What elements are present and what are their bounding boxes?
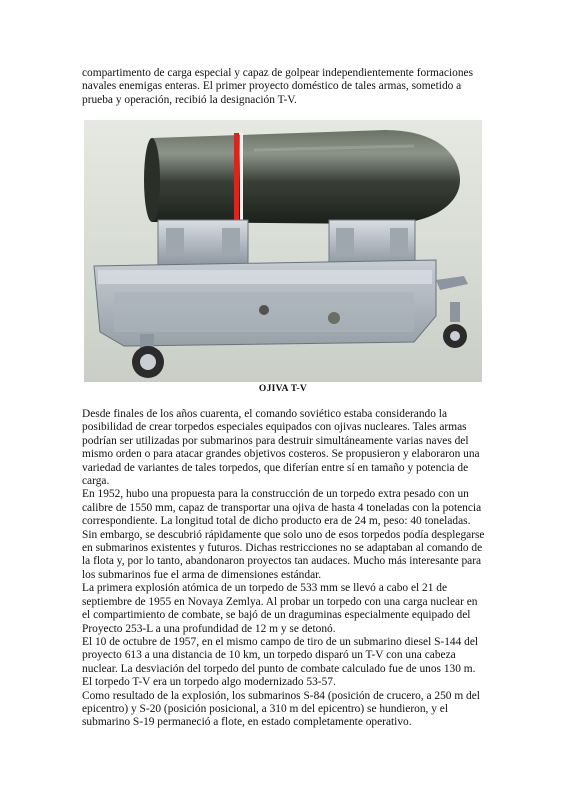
text-line: proyecto 613 a una distancia de 10 km, un torpedo disparó un T-V con una cabeza	[82, 649, 456, 662]
text-line: Sin embargo, se descubrió rápidamente que solo uno de esos torpedos podía desplegarse	[82, 528, 485, 541]
text-line: Proyecto 253-L a una profundidad de 12 m y se detonó.	[82, 622, 336, 635]
text-line: posibilidad de crear torpedos especiales equipados con ojivas nucleares. Tales armas	[82, 421, 467, 434]
text-line: prueba y operación, recibió la designación T-V.	[82, 93, 297, 106]
text-line: mismo orden o para atacar grandes objetivos costeros. Se propusieron y elaboraron una	[82, 448, 480, 461]
text-line: navales enemigas enteras. El primer proyecto doméstico de tales armas, sometido a	[82, 80, 462, 93]
text-line: correspondiente. La longitud total de dicho producto era de 24 m, peso: 40 toneladas.	[82, 515, 471, 528]
text-line: septiembre de 1955 en Novaya Zemlya. Al probar un torpedo con una carga nuclear en	[82, 595, 478, 608]
text-line: La primera explosión atómica de un torpedo de 533 mm se llevó a cabo el 21 de	[82, 582, 448, 595]
text-line: submarino S-19 permaneció a flote, en estado completamente operativo.	[82, 716, 412, 729]
text-line: El 10 de octubre de 1957, en el mismo campo de tiro de un submarino diesel S-144 del	[82, 635, 479, 648]
figure-caption: OJIVA T-V	[258, 384, 308, 394]
text-line: nuclear. La desviación del torpedo del punto de combate calculado fue de unos 130 m.	[82, 662, 476, 675]
text-line: variedad de variantes de tales torpedos, que diferían entre sí en tamaño y potencia de	[82, 461, 469, 474]
text-line: En 1952, hubo una propuesta para la construcción de un torpedo extra pesado con un	[82, 488, 469, 501]
text-line: calibre de 1550 mm, capaz de transportar una ojiva de hasta 4 toneladas con la potencia	[82, 501, 482, 514]
intro-paragraph	[82, 67, 484, 107]
text-line: compartimento de carga especial y capaz de golpear independientemente formaciones	[82, 67, 474, 79]
text-line: epicentro) y S-20 (posición posicional, a 310 m del epicentro) se hundieron, y el	[82, 702, 448, 715]
text-line: los submarinos fue el arma de dimensiones estándar.	[82, 568, 322, 581]
text-line: en submarinos existentes y futuros. Dichas restricciones no se adaptaban al comando de	[82, 542, 483, 555]
text-line: carga.	[82, 475, 110, 488]
text-line: el compartimiento de combate, se bajó de un draguminas especialmente equipado del	[82, 609, 471, 622]
body-paragraphs	[82, 408, 484, 730]
text-line: podrían ser utilizadas por submarinos para destruir simultáneamente varias naves del	[82, 434, 469, 447]
text-line: El torpedo T-V era un torpedo algo modernizado 53-57.	[82, 676, 336, 689]
text-line: Como resultado de la explosión, los submarinos S-84 (posición de crucero, a 250 m del	[82, 689, 480, 702]
warhead-photo	[84, 120, 482, 382]
warhead-on-cradle-illustration	[84, 120, 482, 382]
text-line: Desde finales de los años cuarenta, el comando soviético estaba considerando la	[82, 408, 448, 420]
text-line: la flota y, por lo tanto, abandonaron proyectos tan audaces. Mucho más interesante para	[82, 555, 482, 568]
